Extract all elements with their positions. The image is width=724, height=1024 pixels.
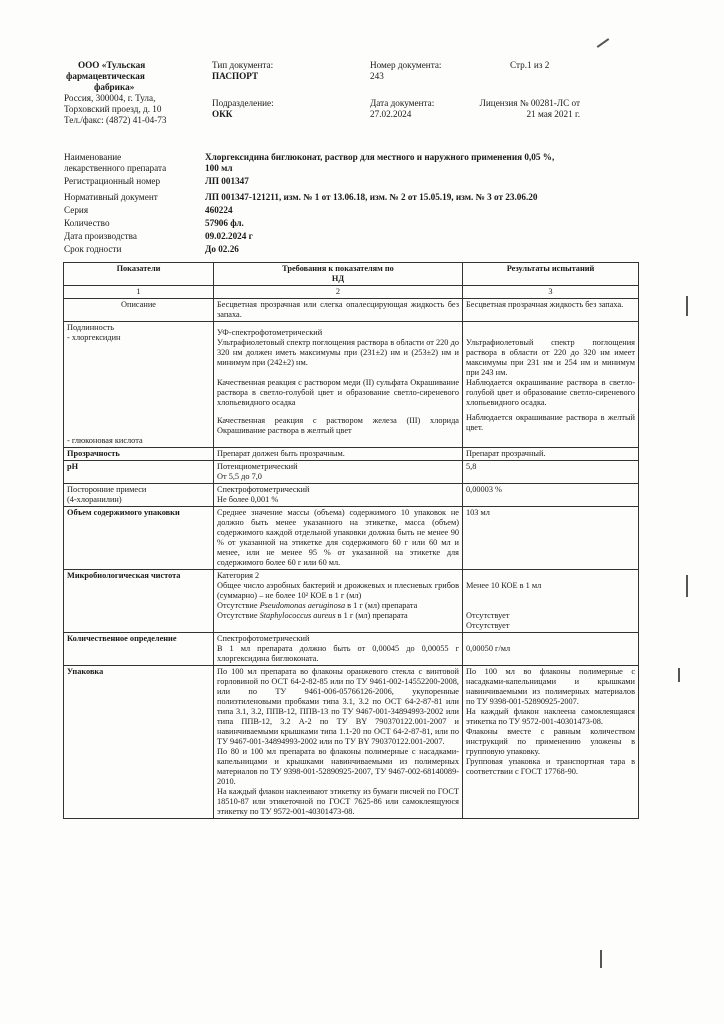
requirement: Среднее значение массы (объема) содержимого 10 упаковок не должно быть менее указанного на этикетке, масса (объем) содержимого каждой отдельной упаковки должна быть не менее 90 % от указанной на этикетке для содержимого 60 г или 60 мл и менее, или не менее 95 % от указанной на этикетке для содержимого более 60 г или 60 мл. [214, 507, 463, 570]
parameter-name: Количественное определение [64, 633, 214, 666]
micro-category: Категория 2 [217, 571, 260, 580]
parameter-name: Описание [64, 299, 214, 322]
result-pack-label: На каждый флакон наклеена самоклеящаяся этикетка по ТУ 9572-001-40301473-08. [466, 707, 635, 726]
requirement: Бесцветная прозрачная или слегка опалесцирующая жидкость без запаха. [214, 299, 463, 322]
table-row [64, 461, 639, 484]
doc-type-value: ПАСПОРТ [212, 71, 259, 81]
parameter-sub-chlorhexidine: - хлоргексидин [67, 333, 121, 342]
table-row [64, 570, 639, 633]
requirement-uv: Ультрафиолетовый спектр поглощения раствора в области от 220 до 320 нм должен иметь максимумы при (231±2) нм и (253±2) нм и минимум при (242±2) нм. [217, 338, 459, 367]
requirement [214, 666, 463, 819]
column-number: 3 [463, 286, 639, 299]
info-row [64, 218, 654, 229]
info-label: Регистрационный номер [64, 176, 161, 186]
parameter-name-line1: Посторонние примеси [67, 485, 147, 494]
parameter-name-main: Подлинность [67, 323, 115, 332]
requirement: Препарат должен быть прозрачным. [214, 448, 463, 461]
requirement-pseudomonas [217, 601, 459, 611]
requirement [214, 570, 463, 633]
info-value: 100 мл [205, 163, 233, 173]
info-row [64, 244, 654, 255]
result-copper: Наблюдается окрашивание раствора в светло-голубой цвет и образование светло-сиреневого хлопьевидного осадка. [466, 378, 635, 407]
result: Бесцветная прозрачная жидкость без запаха. [463, 299, 639, 322]
requirement-pack-polymer: По 80 и 100 мл препарата во флаконы полимерные с насадками-капельницами и крышками навинчиваемыми из полимерных материалов по ТУ 9398-001-52890925-2007, ТУ 9467-002-68140089-2010. [217, 747, 459, 786]
requirement-iron: Качественная реакция с раствором железа (III) хлорида Окрашивание раствора в желтый цвет [217, 416, 459, 435]
table-row [64, 299, 639, 322]
table-header-row [64, 263, 639, 286]
method-spectrophotometric: Спектрофотометрический [217, 634, 310, 643]
requirement-staphylococcus [217, 611, 459, 621]
result-pack-transport: Групповая упаковка и транспортная тара в соответствии с ГОСТ 17768-90. [466, 757, 635, 776]
license-line2: 21 мая 2021 г. [526, 109, 580, 119]
info-row [64, 176, 654, 187]
org-name-line1: ООО «Тульская [78, 60, 146, 70]
organism-staphylococcus: Staphylococcus aureus [259, 611, 336, 620]
org-name-line3: фабрика» [94, 82, 135, 92]
info-value: ЛП 001347 [205, 176, 249, 186]
license-block [470, 98, 580, 120]
product-info [64, 152, 654, 255]
org-phone: Тел./факс: (4872) 41-04-73 [64, 115, 167, 125]
parameter-name: Упаковка [64, 666, 214, 819]
doc-number-value: 243 [370, 71, 384, 81]
result [463, 322, 639, 448]
table-row [64, 484, 639, 507]
requirement-pseudomonas-prefix: Отсутствие [217, 601, 260, 610]
scan-mark [686, 575, 688, 597]
column-number: 1 [64, 286, 214, 299]
info-label: Дата производства [64, 231, 137, 241]
info-row [64, 192, 654, 203]
column-header-requirements-line1: Требования к показателям по [282, 264, 394, 273]
doc-type-label: Тип документа: [212, 60, 274, 70]
result: 5,8 [463, 461, 639, 484]
requirement-total-count: Общее число аэробных бактерий и дрожжевых и плесневых грибов (суммарно) – не более 10² КОЕ в 1 г (мл) [217, 581, 459, 600]
table-row [64, 448, 639, 461]
org-address-line1: Россия, 300004, г. Тула, [64, 93, 156, 103]
requirement [214, 322, 463, 448]
info-label: Серия [64, 205, 89, 215]
info-label: Количество [64, 218, 110, 228]
info-row [64, 163, 654, 174]
result-content: 0,00050 г/мл [466, 644, 511, 653]
table-number-row [64, 286, 639, 299]
column-number: 2 [214, 286, 463, 299]
result-pack-polymer: По 100 мл во флаконы полимерные с насадками-капельницами и крышками навинчиваемыми из полимерных материалов по ТУ 9398-001-52890925-2007. [466, 667, 635, 706]
result-pack-instructions: Флаконы вместе с равным количеством инструкций по применению уложены в групповую упаковку. [466, 727, 635, 756]
result [463, 633, 639, 666]
doc-date-value: 27.02.2024 [370, 109, 412, 119]
parameter-name [64, 322, 214, 448]
table-row [64, 633, 639, 666]
doc-date-label: Дата документа: [370, 98, 435, 108]
division-label: Подразделение: [212, 98, 274, 108]
doc-number-label: Номер документа: [370, 60, 442, 70]
table-row [64, 666, 639, 819]
org-name-line2: фармацевтическая [66, 71, 145, 81]
scan-mark [678, 668, 680, 682]
info-label: Нормативный документ [64, 192, 158, 202]
table-row [64, 507, 639, 570]
requirement [214, 633, 463, 666]
parameter-name: Объем содержимого упаковки [64, 507, 214, 570]
info-label: Срок годности [64, 244, 122, 254]
doc-number-block [370, 60, 441, 82]
result-uv: Ультрафиолетовый спектр поглощения раствора в области от 220 до 320 нм имеет максимумы при 231 нм и 254 нм и минимум при 243 нм. [466, 338, 635, 377]
result: 103 мл [463, 507, 639, 570]
parameter-sub-gluconic-acid: - глюконовая кислота [67, 436, 143, 445]
info-value: ЛП 001347-121211, изм. № 1 от 13.06.18, изм. № 2 от 15.05.19, изм. № 3 от 23.06.20 [205, 192, 538, 202]
result-pseudomonas: Отсутствует [466, 611, 510, 620]
parameter-name [64, 484, 214, 507]
requirement-pseudomonas-suffix: в 1 г (мл) препарата [345, 601, 418, 610]
result: Препарат прозрачный. [463, 448, 639, 461]
doc-date-block [370, 98, 434, 120]
result-staphylococcus: Отсутствует [466, 621, 510, 630]
requirement-content: В 1 мл препарата должно быть от 0,00045 до 0,00055 г хлоргексидина биглюконата. [217, 644, 459, 663]
parameter-name: pH [64, 461, 214, 484]
info-value: Хлоргексидина биглюконат, раствор для местного и наружного применения 0,05 %, [205, 152, 555, 162]
page-number: Стр.1 из 2 [510, 60, 550, 70]
info-value: До 02.26 [205, 244, 239, 254]
info-label: Наименование [64, 152, 122, 162]
table-row [64, 322, 639, 448]
info-value: 57906 фл. [205, 218, 244, 228]
parameter-name-line2: (4-хлоранилин) [67, 495, 122, 504]
result [463, 666, 639, 819]
organization-block [64, 60, 184, 126]
requirement [214, 484, 463, 507]
method-uv: УФ-спектрофотометрический [217, 328, 323, 337]
result-iron: Наблюдается окрашивание раствора в желтый цвет. [466, 413, 635, 432]
info-row [64, 231, 654, 242]
requirement-staphylococcus-suffix: в 1 г (мл) препарата [335, 611, 408, 620]
requirement-pack-glass: По 100 мл препарата во флаконы оранжевого стекла с винтовой горловиной по ОСТ 64-2-82-85 или по ТУ 9461-002-14552200-2008, или по ТУ 9461-006-05766126-2006, укупоренные полиэтиленовыми пробками типа 3.1, 3.2 по ОСТ 64-2-87-81 или типа 3.1, 3.2, ППВ-12, ППВ-13 по ТУ 9467-001-34894993-2002 или типа ППВ-12, 3.2 А-2 по ТУ BY 790370122.001-2007 и навинчиваемыми крышками типа 1.1-20 по ОСТ 64-2-87-81, или по ТУ 9467-001-34894993-2002 или по ТУ BY 790370122.001-2007. [217, 667, 459, 746]
requirement-range: От 5,5 до 7,0 [217, 472, 262, 481]
info-label: лекарственного препарата [64, 163, 167, 173]
parameter-name: Микробиологическая чистота [64, 570, 214, 633]
requirement-staphylococcus-prefix: Отсутствие [217, 611, 260, 620]
requirement-pack-label: На каждый флакон наклеивают этикетку из бумаги писчей по ГОСТ 18510-87 или этикеточной по ГОСТ 7625-86 или самоклеящуюся этикетку по ТУ 9572-001-40301473-08. [217, 787, 459, 816]
column-header-requirements [214, 263, 463, 286]
requirement-copper: Качественная реакция с раствором меди (II) сульфата Окрашивание раствора в светло-голубой цвет и образование светло-сиреневого хлопьевидного осадка [217, 378, 459, 407]
organism-pseudomonas: Pseudomonas aeruginosa [259, 601, 346, 610]
requirement-limit: Не более 0,001 % [217, 495, 279, 504]
doc-type-block [212, 60, 273, 82]
scan-mark [600, 950, 602, 968]
column-header-requirements-line2: НД [331, 274, 345, 283]
method-spectrophotometric: Спектрофотометрический [217, 485, 310, 494]
parameter-name: Прозрачность [64, 448, 214, 461]
info-row [64, 152, 654, 163]
result-total-count: Менее 10 КОЕ в 1 мл [466, 581, 542, 590]
test-results-table [63, 262, 639, 819]
info-value: 09.02.2024 г [205, 231, 253, 241]
division-value: ОКК [212, 109, 233, 119]
license-line1: Лицензия № 00281-ЛС от [479, 98, 580, 108]
method-potentiometric: Потенциометрический [217, 462, 298, 471]
scan-mark [597, 38, 610, 48]
result: 0,00003 % [463, 484, 639, 507]
info-row [64, 205, 654, 216]
column-header-parameters: Показатели [64, 263, 214, 286]
division-block [212, 98, 274, 120]
info-value: 460224 [205, 205, 233, 215]
result [463, 570, 639, 633]
column-header-results: Результаты испытаний [463, 263, 639, 286]
requirement [214, 461, 463, 484]
scan-mark [686, 296, 688, 316]
org-address-line2: Торховский проезд, д. 10 [64, 104, 162, 114]
